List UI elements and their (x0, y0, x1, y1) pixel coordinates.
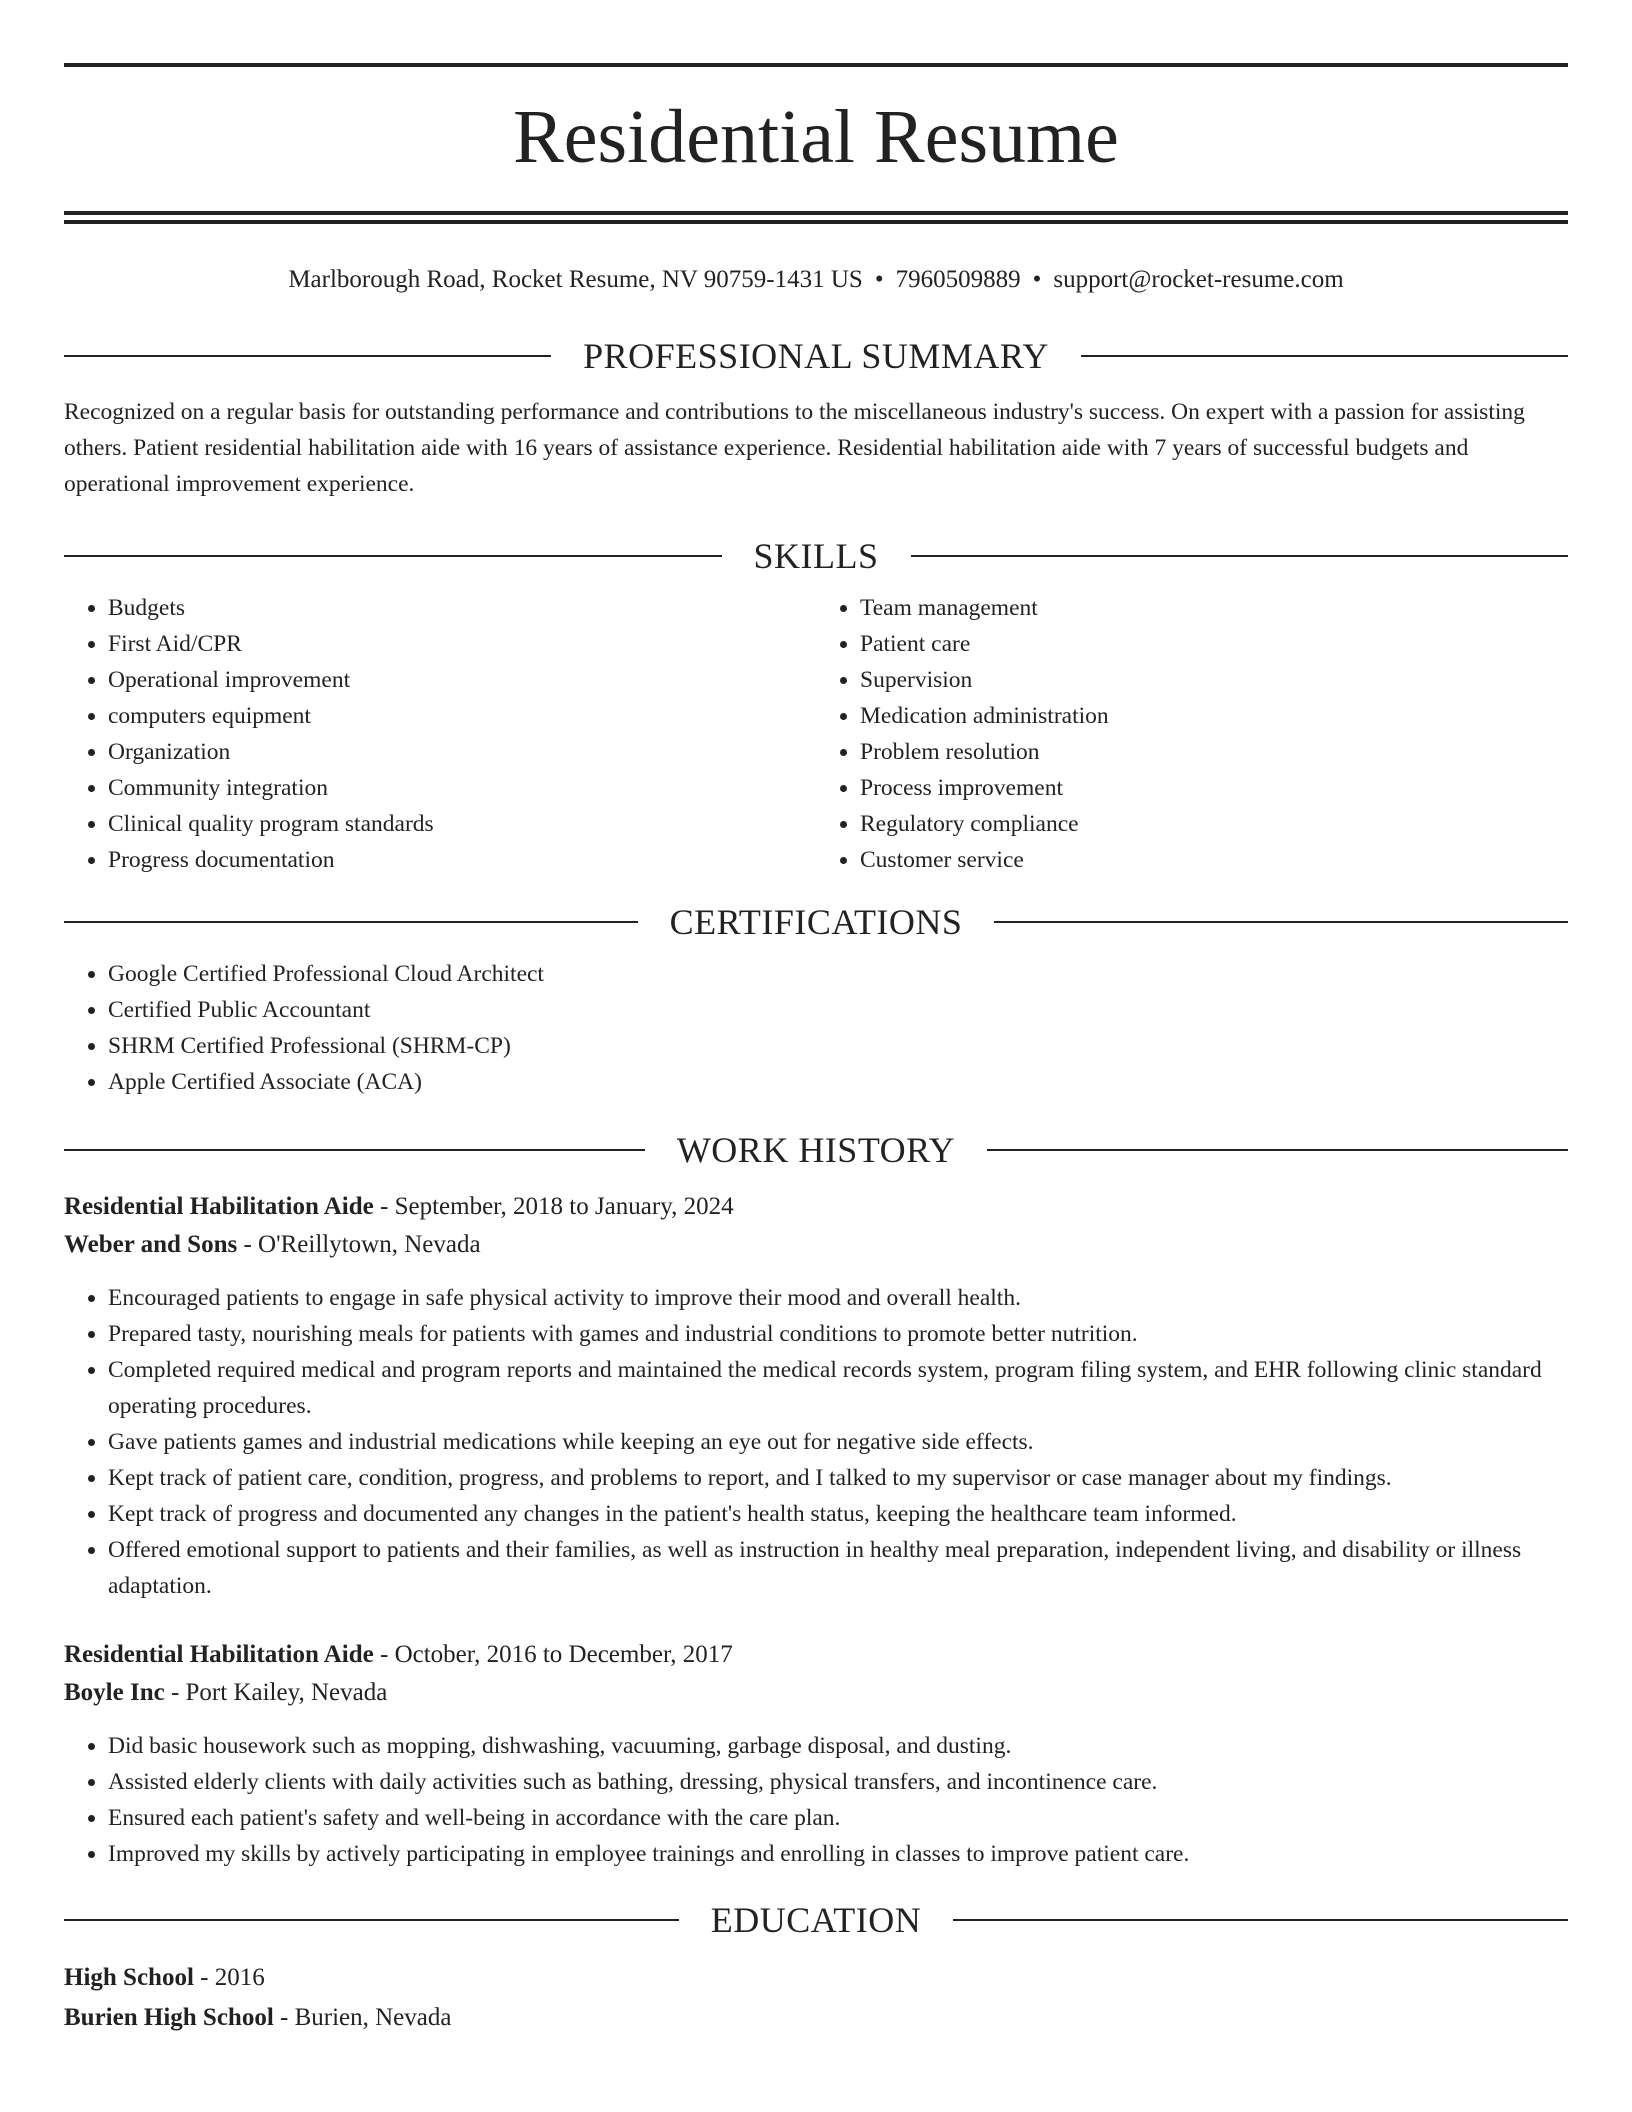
job-location: - O'Reillytown, Nevada (237, 1231, 481, 1258)
education-entry (64, 1958, 1568, 2038)
list-item: • Community integration (108, 770, 816, 806)
list-item: • computers equipment (108, 698, 816, 734)
list-item: • Progress documentation (108, 842, 816, 878)
resume-page (64, 0, 1568, 2038)
certifications-heading (64, 898, 1568, 946)
education-degree: High School (64, 1964, 194, 1991)
list-item: • Process improvement (860, 770, 1568, 806)
skills-heading (64, 532, 1568, 580)
list-item: • Clinical quality program standards (108, 806, 816, 842)
summary-heading-label: PROFESSIONAL SUMMARY (583, 336, 1049, 376)
summary-heading (64, 332, 1568, 380)
contact-separator: • (874, 266, 884, 293)
job-title-line (64, 1188, 1568, 1226)
list-item: • Medication administration (860, 698, 1568, 734)
work-heading-label: WORK HISTORY (676, 1130, 956, 1170)
title-rule-1 (64, 211, 1568, 215)
list-item: • Prepared tasty, nourishing meals for patients with games and industrial conditions to promote better nutrition. (108, 1316, 1568, 1352)
list-item: • Did basic housework such as mopping, dishwashing, vacuuming, garbage disposal, and dusting. (108, 1728, 1568, 1764)
job-entry (64, 1636, 1568, 1872)
list-item: • Google Certified Professional Cloud Architect (108, 956, 1568, 992)
skills-columns (64, 590, 1568, 878)
contact-email: support@rocket-resume.com (1053, 266, 1344, 293)
summary-text: Recognized on a regular basis for outstanding performance and contributions to the miscellaneous industry's success. On expert with a passion for assisting others. Patient residential habilitation aide with 16 years of assistance experience. Residential habilitation aide with 7 years of successful budgets and operational improvement experience. (64, 399, 1525, 497)
certifications-heading-label: CERTIFICATIONS (669, 902, 963, 942)
title-rule-2 (64, 220, 1568, 224)
heading-rule (64, 1149, 645, 1151)
heading-rule (64, 355, 551, 357)
heading-rule (1081, 355, 1568, 357)
list-item: • Encouraged patients to engage in safe physical activity to improve their mood and overall health. (108, 1280, 1568, 1316)
skills-heading-label: SKILLS (753, 536, 879, 576)
heading-rule (953, 1919, 1568, 1921)
education-heading-label: EDUCATION (710, 1900, 922, 1940)
list-item: • Completed required medical and program reports and maintained the medical records system, program filing system, and EHR following clinic standard operating procedures. (108, 1352, 1568, 1424)
education-degree-line (64, 1958, 1568, 1998)
job-entry (64, 1188, 1568, 1604)
skills-list-left (64, 590, 816, 878)
list-item: • Regulatory compliance (860, 806, 1568, 842)
job-dates: - September, 2018 to January, 2024 (373, 1193, 734, 1220)
job-dates: - October, 2016 to December, 2017 (373, 1641, 733, 1668)
job-company: Boyle Inc (64, 1679, 165, 1706)
job-company: Weber and Sons (64, 1231, 238, 1258)
list-item: • Team management (860, 590, 1568, 626)
job-location: - Port Kailey, Nevada (164, 1679, 388, 1706)
list-item: • Supervision (860, 662, 1568, 698)
list-item: • Problem resolution (860, 734, 1568, 770)
education-location: - Burien, Nevada (273, 2004, 452, 2031)
education-heading (64, 1896, 1568, 1944)
work-heading (64, 1126, 1568, 1174)
job-title: Residential Habilitation Aide (64, 1193, 374, 1220)
resume-title: Residential Resume (513, 95, 1119, 179)
education-school: Burien High School (64, 2004, 274, 2031)
list-item: • Offered emotional support to patients and their families, as well as instruction in healthy meal preparation, independent living, and disability or illness adaptation. (108, 1532, 1568, 1604)
list-item: • Apple Certified Associate (ACA) (108, 1064, 1568, 1100)
education-school-line (64, 1998, 1568, 2038)
certifications-list (64, 956, 1568, 1100)
heading-rule (64, 921, 638, 923)
job-bullets (64, 1728, 1568, 1872)
contact-line (64, 262, 1568, 298)
job-company-line (64, 1674, 1568, 1712)
contact-phone: 7960509889 (895, 266, 1021, 293)
list-item: • First Aid/CPR (108, 626, 816, 662)
heading-rule (911, 555, 1569, 557)
heading-rule (64, 1919, 679, 1921)
skills-list-right (816, 590, 1568, 878)
contact-address: Marlborough Road, Rocket Resume, NV 90759-1431 US (288, 266, 863, 293)
heading-rule (64, 555, 722, 557)
list-item: • Assisted elderly clients with daily activities such as bathing, dressing, physical transfers, and incontinence care. (108, 1764, 1568, 1800)
list-item: • Improved my skills by actively participating in employee trainings and enrolling in classes to improve patient care. (108, 1836, 1568, 1872)
list-item: • Operational improvement (108, 662, 816, 698)
list-item: • SHRM Certified Professional (SHRM-CP) (108, 1028, 1568, 1064)
list-item: • Budgets (108, 590, 816, 626)
list-item: • Certified Public Accountant (108, 992, 1568, 1028)
list-item: • Organization (108, 734, 816, 770)
job-title: Residential Habilitation Aide (64, 1641, 374, 1668)
heading-rule (994, 921, 1568, 923)
list-item: • Patient care (860, 626, 1568, 662)
list-item: • Kept track of patient care, condition, progress, and problems to report, and I talked to my supervisor or case manager about my findings. (108, 1460, 1568, 1496)
job-company-line (64, 1226, 1568, 1264)
list-item: • Gave patients games and industrial medications while keeping an eye out for negative side effects. (108, 1424, 1568, 1460)
job-title-line (64, 1636, 1568, 1674)
list-item: • Kept track of progress and documented any changes in the patient's health status, keeping the healthcare team informed. (108, 1496, 1568, 1532)
job-bullets (64, 1280, 1568, 1604)
list-item: • Customer service (860, 842, 1568, 878)
education-year: - 2016 (193, 1964, 265, 1991)
heading-rule (987, 1149, 1568, 1151)
contact-separator: • (1032, 266, 1042, 293)
list-item: • Ensured each patient's safety and well-being in accordance with the care plan. (108, 1800, 1568, 1836)
